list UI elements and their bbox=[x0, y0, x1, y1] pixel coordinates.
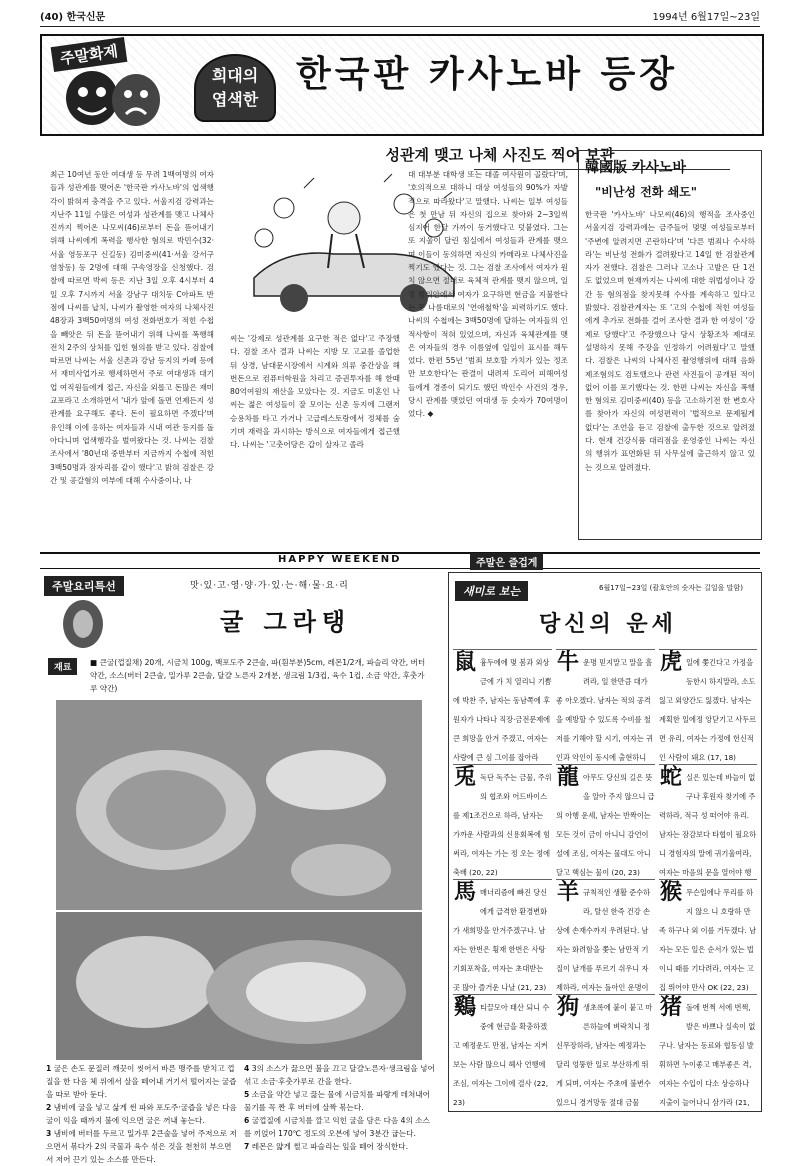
strip-right: 주말은 즐겁게 bbox=[470, 553, 543, 570]
strip-left: HAPPY WEEKEND bbox=[278, 554, 402, 565]
recipe-title: 굴 그라탱 bbox=[220, 607, 352, 636]
recipe-step bbox=[244, 1140, 436, 1153]
zodiac-glyph: 龍 bbox=[556, 764, 579, 790]
zodiac-glyph: 猴 bbox=[659, 879, 682, 905]
step-number: 1 bbox=[46, 1064, 52, 1073]
zodiac-cell bbox=[556, 879, 655, 992]
fortune-tag: 새미로 보는 bbox=[455, 581, 528, 601]
zodiac-glyph: 蛇 bbox=[659, 764, 682, 790]
materials-label: 재료 bbox=[48, 658, 77, 675]
zodiac-glyph: 虎 bbox=[659, 649, 682, 675]
step-number: 3 bbox=[46, 1129, 52, 1138]
sidebar-subtitle: "비난성 전화 쇄도" bbox=[595, 185, 698, 199]
zodiac-cell bbox=[556, 994, 655, 1107]
step-number: 2 bbox=[46, 1103, 52, 1112]
step-text: 냄비에 버터를 두르고 밀가루 2큰술을 넣어 주저으로 저으면서 볶다가 2의 국물과 육수 섞은 것을 천천히 부으면서 저어 끈기 있는 소스를 만든다. bbox=[46, 1129, 237, 1164]
zodiac-glyph: 兎 bbox=[453, 764, 476, 790]
recipe-steps-left bbox=[46, 1062, 238, 1164]
step-text: 굴껍질에 시금치를 깔고 익힌 굴을 담은 다음 4의 소스를 끼얹어 170℃ 정도의 오븐에 넣어 3분간 굽는다. bbox=[244, 1116, 430, 1138]
recipe-step bbox=[46, 1101, 238, 1127]
fortune-section bbox=[448, 572, 762, 1112]
zodiac-cell bbox=[659, 764, 757, 877]
zodiac-text: 흉두에에 몇 봄과 외상금에 가 치 열리니 기쁨에 박찬 주, 남자는 동남쪽에 후원자가 나타나 직장·금전문제에 큰 희망을 안겨 주겠고, 여자는 사랑에 큰 심 그이를 잡아라 bbox=[453, 658, 552, 762]
zodiac-glyph: 馬 bbox=[453, 879, 476, 905]
zodiac-text: 티끌모아 태산 되니 수중에 현금을 확충하겠고 예정운도 만점, 남자는 지켜보는 사람 많으니 헤사 언행에 조심, 여자는 그이에 결사 (22, 23) bbox=[453, 1003, 550, 1107]
zodiac-cell bbox=[453, 764, 552, 877]
fortune-note: 6월17일~23일 (괄호안의 숫자는 길일을 말함) bbox=[599, 584, 743, 592]
issue-date: 1994년 6월17일~23일 bbox=[652, 12, 760, 23]
zodiac-text: 운명 믿지말고 말을 흘려라, 일 한만큼 대가 좋 아오겠다. 남자는 적의 공격을 예방할 수 있도록 수비를 철저를 기해야 할 시기, 여자는 귀인과 악인이 동시에 출현하니 bbox=[556, 658, 654, 762]
zodiac-cell bbox=[659, 649, 757, 762]
zodiac-glyph: 鼠 bbox=[453, 649, 476, 675]
kicker-box bbox=[194, 54, 276, 122]
page-header bbox=[40, 8, 760, 27]
recipe-step bbox=[244, 1088, 436, 1114]
zodiac-cell bbox=[659, 879, 757, 992]
step-number: 6 bbox=[244, 1116, 250, 1125]
page-number: (40) 한국신문 bbox=[40, 12, 106, 23]
zodiac-text: 아무도 당신의 길은 뜻을 알아 주지 않으니 급의 아행 운세, 남자는 반짝이는 모든 것이 금이 아니니 감언이설에 조심, 여자는 물대도 아니 달고 핵심는 물이 (20, 23) bbox=[556, 773, 655, 877]
section-tag: 주말화제 bbox=[51, 37, 128, 72]
kicker-line-2: 엽색한 bbox=[211, 90, 259, 109]
kicker-line-1: 희대의 bbox=[211, 66, 259, 85]
step-text: 3의 소스가 끓으면 불을 끄고 달걀노른자·생크림을 넣어 섞고 소금·후춧가루로 간을 한다. bbox=[244, 1064, 435, 1086]
zodiac-cell bbox=[659, 994, 757, 1107]
zodiac-text: 일에 쫓긴다고 가정을 등한시 하지말라, 소도 잃고 외양간도 잃겠다. 남자는 계획한 일에정 앙닫기고 사두르면 유리, 여자는 가정에 헌신적인 사람이 돼요 (17, 18) bbox=[659, 658, 757, 762]
oyster-plate-icon bbox=[60, 594, 106, 650]
recipe-steps-right bbox=[244, 1062, 436, 1151]
food-photo-top bbox=[56, 700, 422, 910]
step-text: 냄비에 굴을 넣고 삶게 썬 파와 포도주·굴즙을 넣은 다음 굴이 익을 때까지 불에 익으면 굴은 꺼내 놓는다. bbox=[46, 1103, 237, 1125]
headline-banner bbox=[40, 34, 764, 136]
zodiac-cell bbox=[556, 649, 655, 762]
fortune-title: 당신의 운세 bbox=[539, 611, 677, 637]
zodiac-glyph: 羊 bbox=[556, 879, 579, 905]
article-column-2: 씨는 '강제로 성관계를 요구한 적은 없다'고 주장했다. 검찰 조사 결과 나씨는 지방 모 고교를 졸업한 뒤 상경, 남대문시장에서 시계와 의류 중간상을 해 번돈으로 컴퓨터학원을 차리고 증권투자를 해 한때 80억여원의 재산을 모았다는 것. 지금도 미혼인 나씨는 젊은 여성들이 잘 모이는 신촌 등지에 그랜저승용차를 타고 가거나 고급레스토랑에서 정체를 숨기며 재력을 과시하는 방식으로 여자들에게 접근했다. 나씨는 '고춧어당은 갑이 살자고 졸라 bbox=[230, 334, 400, 450]
step-number: 5 bbox=[244, 1090, 250, 1099]
headline-subtitle: 성관계 맺고 나체 사진도 찍어 보관 bbox=[270, 144, 730, 170]
food-photo-bottom bbox=[56, 912, 422, 1060]
recipe-tagline: 맛·있·고·영·양·가·있·는·해·물·요·리 bbox=[190, 581, 349, 591]
zodiac-text: 생초록에 붙이 붙고 마른하늘에 벼락치니 정신무장하라, 남자는 예정과는 달리 엉뚱한 일로 부산하게 뛰게 되며, 여자는 주초에 불변수있으니 경거망동 절대 금물 bbox=[556, 1003, 653, 1107]
recipe-section bbox=[40, 572, 440, 1164]
zodiac-text: 규칙적인 생활 준수하라, 탈선 한즉 건강 손상에 손재수까지 우려된다. 남자는 화려함을 쫓는 남만적 기질이 날개를 푸르기 쉬우니 자제하라, 여자는 돌아인 운명이 bbox=[556, 888, 651, 992]
zodiac-cell bbox=[453, 994, 552, 1107]
step-text: 레몬은 얇게 썰고 파슬리는 잎을 떼어 장식한다. bbox=[251, 1142, 408, 1151]
sidebar-body: 한국판 '카사노바' 나모씨(46)의 행적을 조사중인 서울지검 강력과에는 금주들어 몇몇 여성들로부터 '주변에 알려지면 곤란하다'며 '다른 범죄나 수사하라'는 비난성 전화가 걸려왔다고 14일 한 검찰관계자가 전했다. 검찰은 그러나 고소나 고발은 단 1건도 없었으며 현재까지는 나씨에 대한 위법성이나 강간 등 혐의점을 찾지못해 수사를 계속하고 있다고 밝혔다. 검찰관계자는 또 '고의 수첩에 적힌 여성들에게 추가로 전화를 걸어 조사한 결과 한 여성이 '강제로 당했다'고 주장했으나 당시 상황조차 제대로 설명하지 못해 주장을 인정하기 어려웠다'고 말했다. 검찰은 나씨의 나체사진 촬영행위에 대해 음화제조혐의도 검토했으나 관련 사진들이 공개된 적이 없어 이를 포기했다는 것. 한편 나씨는 자신을 폭행한 혐의로 김미중씨(40) 등을 고소하기전 한 변호사를 찾아가 자신의 여성편력이 '법적으로 문제될게 없다'는 조언을 듣고 검찰에 출두한 것으로 알려졌다. 현재 건강식품 대리점을 운영중인 나씨는 자신의 행위가 표면화된 뒤 사무실에 출근하지 않고 있는 것으로 알려졌다. bbox=[585, 210, 755, 472]
zodiac-text: 돌에 번쩍 서에 번쩍, 발은 바쁘나 실속이 없구나. 남자는 동료와 협동심 발휘하면 누이좋고 매부좋은 격, 여자는 수입이 다소 상승하나 지출이 늘어나니 삼가라 (21, bbox=[659, 1003, 756, 1107]
zodiac-text: 매너리즘에 빠진 당신에게 급격한 환경변화가 새희망을 안겨주겠구나. 남자는 한번은 횡재 한번은 사탕 기회포착을, 여자는 초대받는 곳 많아 즐거운 나날 (21, 23) bbox=[453, 888, 548, 992]
step-number: 7 bbox=[244, 1142, 250, 1151]
article-column-3: 대 대부분 대학생 또는 대졸 여사원이 골랐다'며, '호의적으로 대하니 대상 여성들의 90%가 자발적으로 따라왔다'고 말했다. 나씨는 일부 여성들은 첫 만남 뒤 자신의 집으로 찾아와 2~3일씩 심지어 한달 가까이 동거했다고 덧붙였다. 그는 또 지울이 달린 침실에서 여성들과 관계를 맺으며 이들이 동의하면 자신의 카메라로 나체사진을 찍기도 했다는 것. 그는 검찰 조사에서 여자가 원치 않으면 절대로 육체적 관계를 맺지 않으며, 일정 범위안에서 여자가 요구하면 현금을 지불한다는 등 나름대로의 '연애철학'을 피력하기도 했다. 나씨의 수첩에는 3백50명에 달하는 여자들의 인적사항이 적혀 있었으며, 자신과 육체관계를 맺은 여자들의 경우 이름옆에 일일이 표시를 해두었다. 한편 55년 '범죄 보호할 가치가 있는 정조만 보호한다'는 판결이 내려져 도리어 피해여성들에게 경종이 되기도 했던 박인수 사건의 경우, 당시 관계를 맺었던 여대생 등 숫자가 70여명이었다. ◆ bbox=[408, 170, 568, 419]
step-text: 소금을 약간 넣고 끓는 물에 시금치를 파랗게 데쳐내어 물기를 꼭 짠 후 버터에 살짝 볶는다. bbox=[244, 1090, 430, 1112]
fortune-grid bbox=[453, 649, 757, 1107]
zodiac-text: 독단 독주는 금물, 주위의 협조와 어드바이스를 제1조건으로 하라, 남자는 가까운 사람과의 신용회복에 힘써라, 여자는 가는 정 오는 정에 축배 (20, 22) bbox=[453, 773, 552, 877]
headline-title: 한국판 카사노바 등장 bbox=[296, 53, 679, 95]
recipe-step bbox=[244, 1062, 436, 1088]
zodiac-glyph: 鷄 bbox=[453, 994, 476, 1020]
recipe-badge: 주말요리특선 bbox=[44, 576, 124, 596]
zodiac-cell bbox=[556, 764, 655, 877]
zodiac-cell bbox=[453, 879, 552, 992]
recipe-materials: ■ 큰굴(껍질채) 20개, 시금치 100g, 백포도주 2큰술, 파(흰부분)5cm, 레몬1/2개, 파슬리 약간, 버터 약간, 소스(버터 2큰술, 밀가루 2큰술, 달걀 노른자 2개분, 생크림 1/3컵, 육수 1컵, 소금 약간, 후춧가루 약간) bbox=[90, 658, 426, 693]
theatre-masks-icon bbox=[58, 68, 168, 130]
zodiac-cell bbox=[453, 649, 552, 762]
zodiac-glyph: 牛 bbox=[556, 649, 579, 675]
recipe-step bbox=[244, 1114, 436, 1140]
sidebar-box bbox=[578, 150, 762, 540]
article-column-1: 최근 10여년 동안 여대생 등 무려 1백여명의 여자들과 성관계를 맺어온 '한국판 카사노바'의 엽색행각이 밝혀져 충격을 주고 있다. 서울지검 강력과는 지난주 11일 수많은 여성과 성관계를 맺고 나체사진까지 찍어온 나모씨(46)로부터 돈을 뜯어내기 위해 나씨에게 폭력을 행사한 혐의로 박민수(32·서울 영등포구 신길동) 김미중씨(41·서울 강서구 염창동) 등 2명에 대해 구속영장을 신청했다. 검찰에 따르면 박씨 등은 지난 3일 오후 4시부터 4일 오후 7시까지 서울 강남구 대치동 C아파트 반점에 나씨를 납치, 나씨가 촬영한 여자의 나체사진 48장과 3백50여명의 여성 전화번호가 적힌 수첩을 빼앗은 뒤 돈을 뜯어내기 위해 나씨를 폭행해 전치 2주의 상처를 입힌 혐의를 받고 있다. 검찰에 따르면 나씨는 서울 신촌과 강남 등지의 카페 등에서 재미사업가로 행세하면서 주로 여대생과 대기업 여직원들에게 접근, 자신을 외롭고 돈많은 재미교포라고 소개하면서 '내가 앞에 돌면 언제든지 성관계를 요구해도 좋다. 돈이 필요하면 주겠다'며 유인해 이에 응하는 여자들과 시내 여관 등지를 돌아다니며 엽색행각을 벌여왔다는 것. 나씨는 검찰조사에서 '80년대 중반부터 지금까지 수첩에 적힌 3백50명과 잠자리를 같이 했다'고 밝혀 검찰은 강간 및 공갈혐의 여부에 대해 수사중이나, 나 bbox=[50, 170, 214, 485]
zodiac-glyph: 猪 bbox=[659, 994, 682, 1020]
zodiac-text: 무슨일에나 무리를 하지 않으 니 호랑하 만족 하구나 외 이를 거두겠다. 남자는 모든 일은 순서가 있는 법이니 때를 기다려라, 여자는 고집 뛰어야 만사 OK (22, 23) bbox=[659, 888, 757, 992]
zodiac-glyph: 狗 bbox=[556, 994, 579, 1020]
recipe-step bbox=[46, 1062, 238, 1101]
sidebar-title: 韓國版 카사노바 bbox=[585, 160, 686, 176]
zodiac-text: 실은 있는데 바늘이 없구나 후원자 찾기에 주력하라, 적극 성 떠어야 유리. 남자는 잠감보다 타협이 필요하니 경험자의 말에 귀기울여라, 여자는 마음의 문을 열어야 행 bbox=[659, 773, 757, 877]
step-number: 4 bbox=[244, 1064, 250, 1073]
recipe-step bbox=[46, 1127, 238, 1166]
section-strip bbox=[40, 552, 760, 569]
step-text: 굴은 손도 문질러 깨끗이 씻어서 바른 맹주를 받치고 껍질을 한 다음 체 위에서 살을 떼어내 거기서 떨어지는 굴즙을 따로 받아 둔다. bbox=[46, 1064, 237, 1099]
